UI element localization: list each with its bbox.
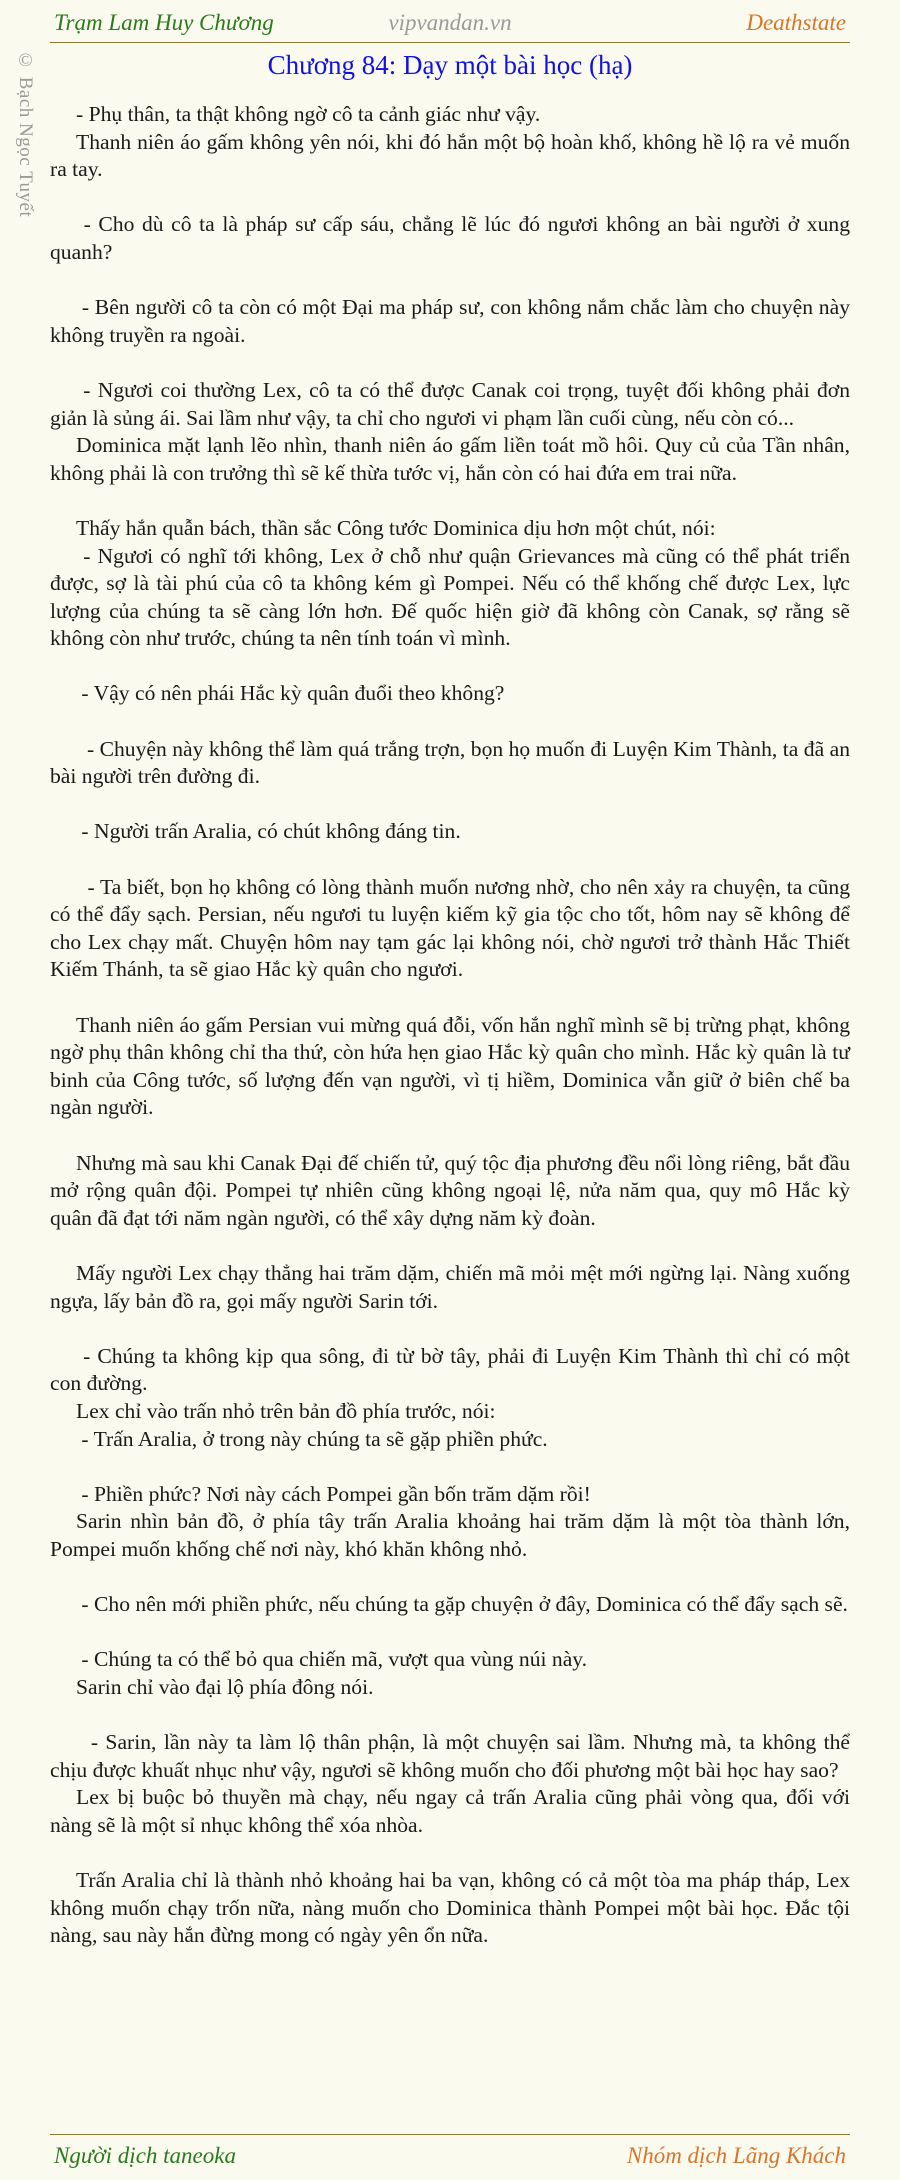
paragraph: - Ngươi có nghĩ tới không, Lex ở chỗ như quận Grievances mà cũng có thể phát triển được, sợ là tài phú của cô ta không kém gì Pompei. Nếu có thể khống chế được Lex, lực lượng của chúng ta sẽ càng lớn hơn. Đế quốc hiện giờ đã không còn Canak, sợ rằng sẽ không còn như trước, chúng ta nên tính toán vì mình. xyxy=(50,543,856,651)
paragraph: - Người trấn Aralia, có chút không đáng tin. xyxy=(76,819,461,844)
site-url: vipvandan.vn xyxy=(388,10,512,35)
paragraph: Thanh niên áo gấm không yên nói, khi đó hắn một bộ hoàn khố, không hề lộ ra vẻ muốn ra tay. xyxy=(50,129,856,182)
paragraph: Thấy hắn quẫn bách, thần sắc Công tước Dominica dịu hơn một chút, nói: xyxy=(76,515,716,540)
paragraph: - Chúng ta không kịp qua sông, đi từ bờ tây, phải đi Luyện Kim Thành thì chỉ có một con đường. xyxy=(50,1343,856,1396)
chapter-title: Chương 84: Dạy một bài học (hạ) xyxy=(267,50,633,80)
paragraph: Trấn Aralia chỉ là thành nhỏ khoảng hai ba vạn, không có cả một tòa ma pháp tháp, Lex không muốn chạy trốn nữa, nàng muốn cho Dominica thành Pompei một bài học. Đắc tội nàng, sau này hắn đừng mong có ngày yên ổn nữa. xyxy=(50,1868,856,1948)
paragraph: Thanh niên áo gấm Persian vui mừng quá đỗi, vốn hắn nghĩ mình sẽ bị trừng phạt, không ngờ phụ thân không chỉ tha thứ, còn hứa hẹn giao Hắc kỳ quân cho mình. Hắc kỳ quân là tư binh của Công tước, số lượng đến vạn người, vì tị hiềm, Dominica vẫn giữ ở biên chế ba ngàn người. xyxy=(50,1012,856,1120)
paragraph: - Vậy có nên phái Hắc kỳ quân đuổi theo không? xyxy=(76,681,505,706)
page-header xyxy=(50,6,850,43)
paragraph: Dominica mặt lạnh lẽo nhìn, thanh niên áo gấm liền toát mồ hôi. Quy củ của Tần nhân, không phải là con trưởng thì sẽ kế thừa tước vị, hắn còn có hai đứa em trai nữa. xyxy=(50,433,856,485)
paragraph: - Trấn Aralia, ở trong này chúng ta sẽ gặp phiền phức. xyxy=(76,1426,548,1451)
paragraph: - Ngươi coi thường Lex, cô ta có thể được Canak coi trọng, tuyệt đối không phải đơn giản là sủng ái. Sai lầm như vậy, ta chỉ cho ngươi vi phạm lần cuối cùng, nếu còn có... xyxy=(50,377,856,430)
paragraph: - Phụ thân, ta thật không ngờ cô ta cảnh giác như vậy. xyxy=(76,102,541,126)
site-name: Trạm Lam Huy Chương xyxy=(54,10,274,35)
paragraph: Mấy người Lex chạy thẳng hai trăm dặm, chiến mã mỏi mệt mới ngừng lại. Nàng xuống ngựa, lấy bản đồ ra, gọi mấy người Sarin tới. xyxy=(50,1260,856,1313)
header-author: Deathstate xyxy=(746,10,846,35)
paragraph: - Chuyện này không thể làm quá trắng trợn, bọn họ muốn đi Luyện Kim Thành, ta đã an bài người trên đường đi. xyxy=(50,736,856,789)
paragraph: - Chúng ta có thể bỏ qua chiến mã, vượt qua vùng núi này. xyxy=(76,1647,588,1672)
chapter-body xyxy=(50,101,856,1950)
paragraph: - Phiền phức? Nơi này cách Pompei gần bốn trăm dặm rồi! xyxy=(76,1481,591,1506)
copyright-watermark: © Bạch Ngọc Tuyết xyxy=(15,50,36,218)
paragraph: Sarin nhìn bản đồ, ở phía tây trấn Aralia khoảng hai trăm dặm là một tòa thành lớn, Pompei muốn khống chế nơi này, khó khăn không nhỏ. xyxy=(50,1509,856,1561)
paragraph: - Cho nên mới phiền phức, nếu chúng ta gặp chuyện ở đây, Dominica có thể đẩy sạch sẽ. xyxy=(76,1592,848,1617)
paragraph: Lex bị buộc bỏ thuyền mà chạy, nếu ngay cả trấn Aralia cũng phải vòng qua, đối với nàng sẽ là một sỉ nhục không thể xóa nhòa. xyxy=(50,1785,856,1837)
paragraph: Lex chỉ vào trấn nhỏ trên bản đồ phía trước, nói: xyxy=(76,1398,496,1423)
paragraph: Nhưng mà sau khi Canak Đại đế chiến tử, quý tộc địa phương đều nổi lòng riêng, bắt đầu mở rộng quân đội. Pompei tự nhiên cũng không ngoại lệ, nửa năm qua, quy mô Hắc kỳ quân đã đạt tới năm ngàn người, có thể xây dựng năm kỳ đoàn. xyxy=(50,1150,856,1230)
paragraph: - Ta biết, bọn họ không có lòng thành muốn nương nhờ, cho nên xảy ra chuyện, ta cũng có thể đẩy sạch. Persian, nếu ngươi tu luyện kiếm kỹ gia tộc cho tốt, hôm nay sẽ không để cho Lex chạy mất. Chuyện hôm nay tạm gác lại không nói, chờ ngươi trở thành Hắc Thiết Kiếm Thánh, ta sẽ giao Hắc kỳ quân cho ngươi. xyxy=(50,874,856,982)
paragraph: - Cho dù cô ta là pháp sư cấp sáu, chẳng lẽ lúc đó ngươi không an bài người ở xung quanh? xyxy=(50,212,856,264)
paragraph: - Sarin, lần này ta làm lộ thân phận, là một chuyện sai lầm. Nhưng mà, ta không thể chịu được khuất nhục như vậy, ngươi sẽ không muốn cho đối phương một bài học hay sao? xyxy=(50,1730,856,1782)
translation-group: Nhóm dịch Lãng Khách xyxy=(626,2143,846,2168)
translator-credit: Người dịch taneoka xyxy=(54,2143,236,2168)
page-footer xyxy=(50,2134,850,2175)
paragraph: Sarin chỉ vào đại lộ phía đông nói. xyxy=(76,1674,374,1699)
paragraph: - Bên người cô ta còn có một Đại ma pháp sư, con không nắm chắc làm cho chuyện này không truyền ra ngoài. xyxy=(50,295,856,347)
